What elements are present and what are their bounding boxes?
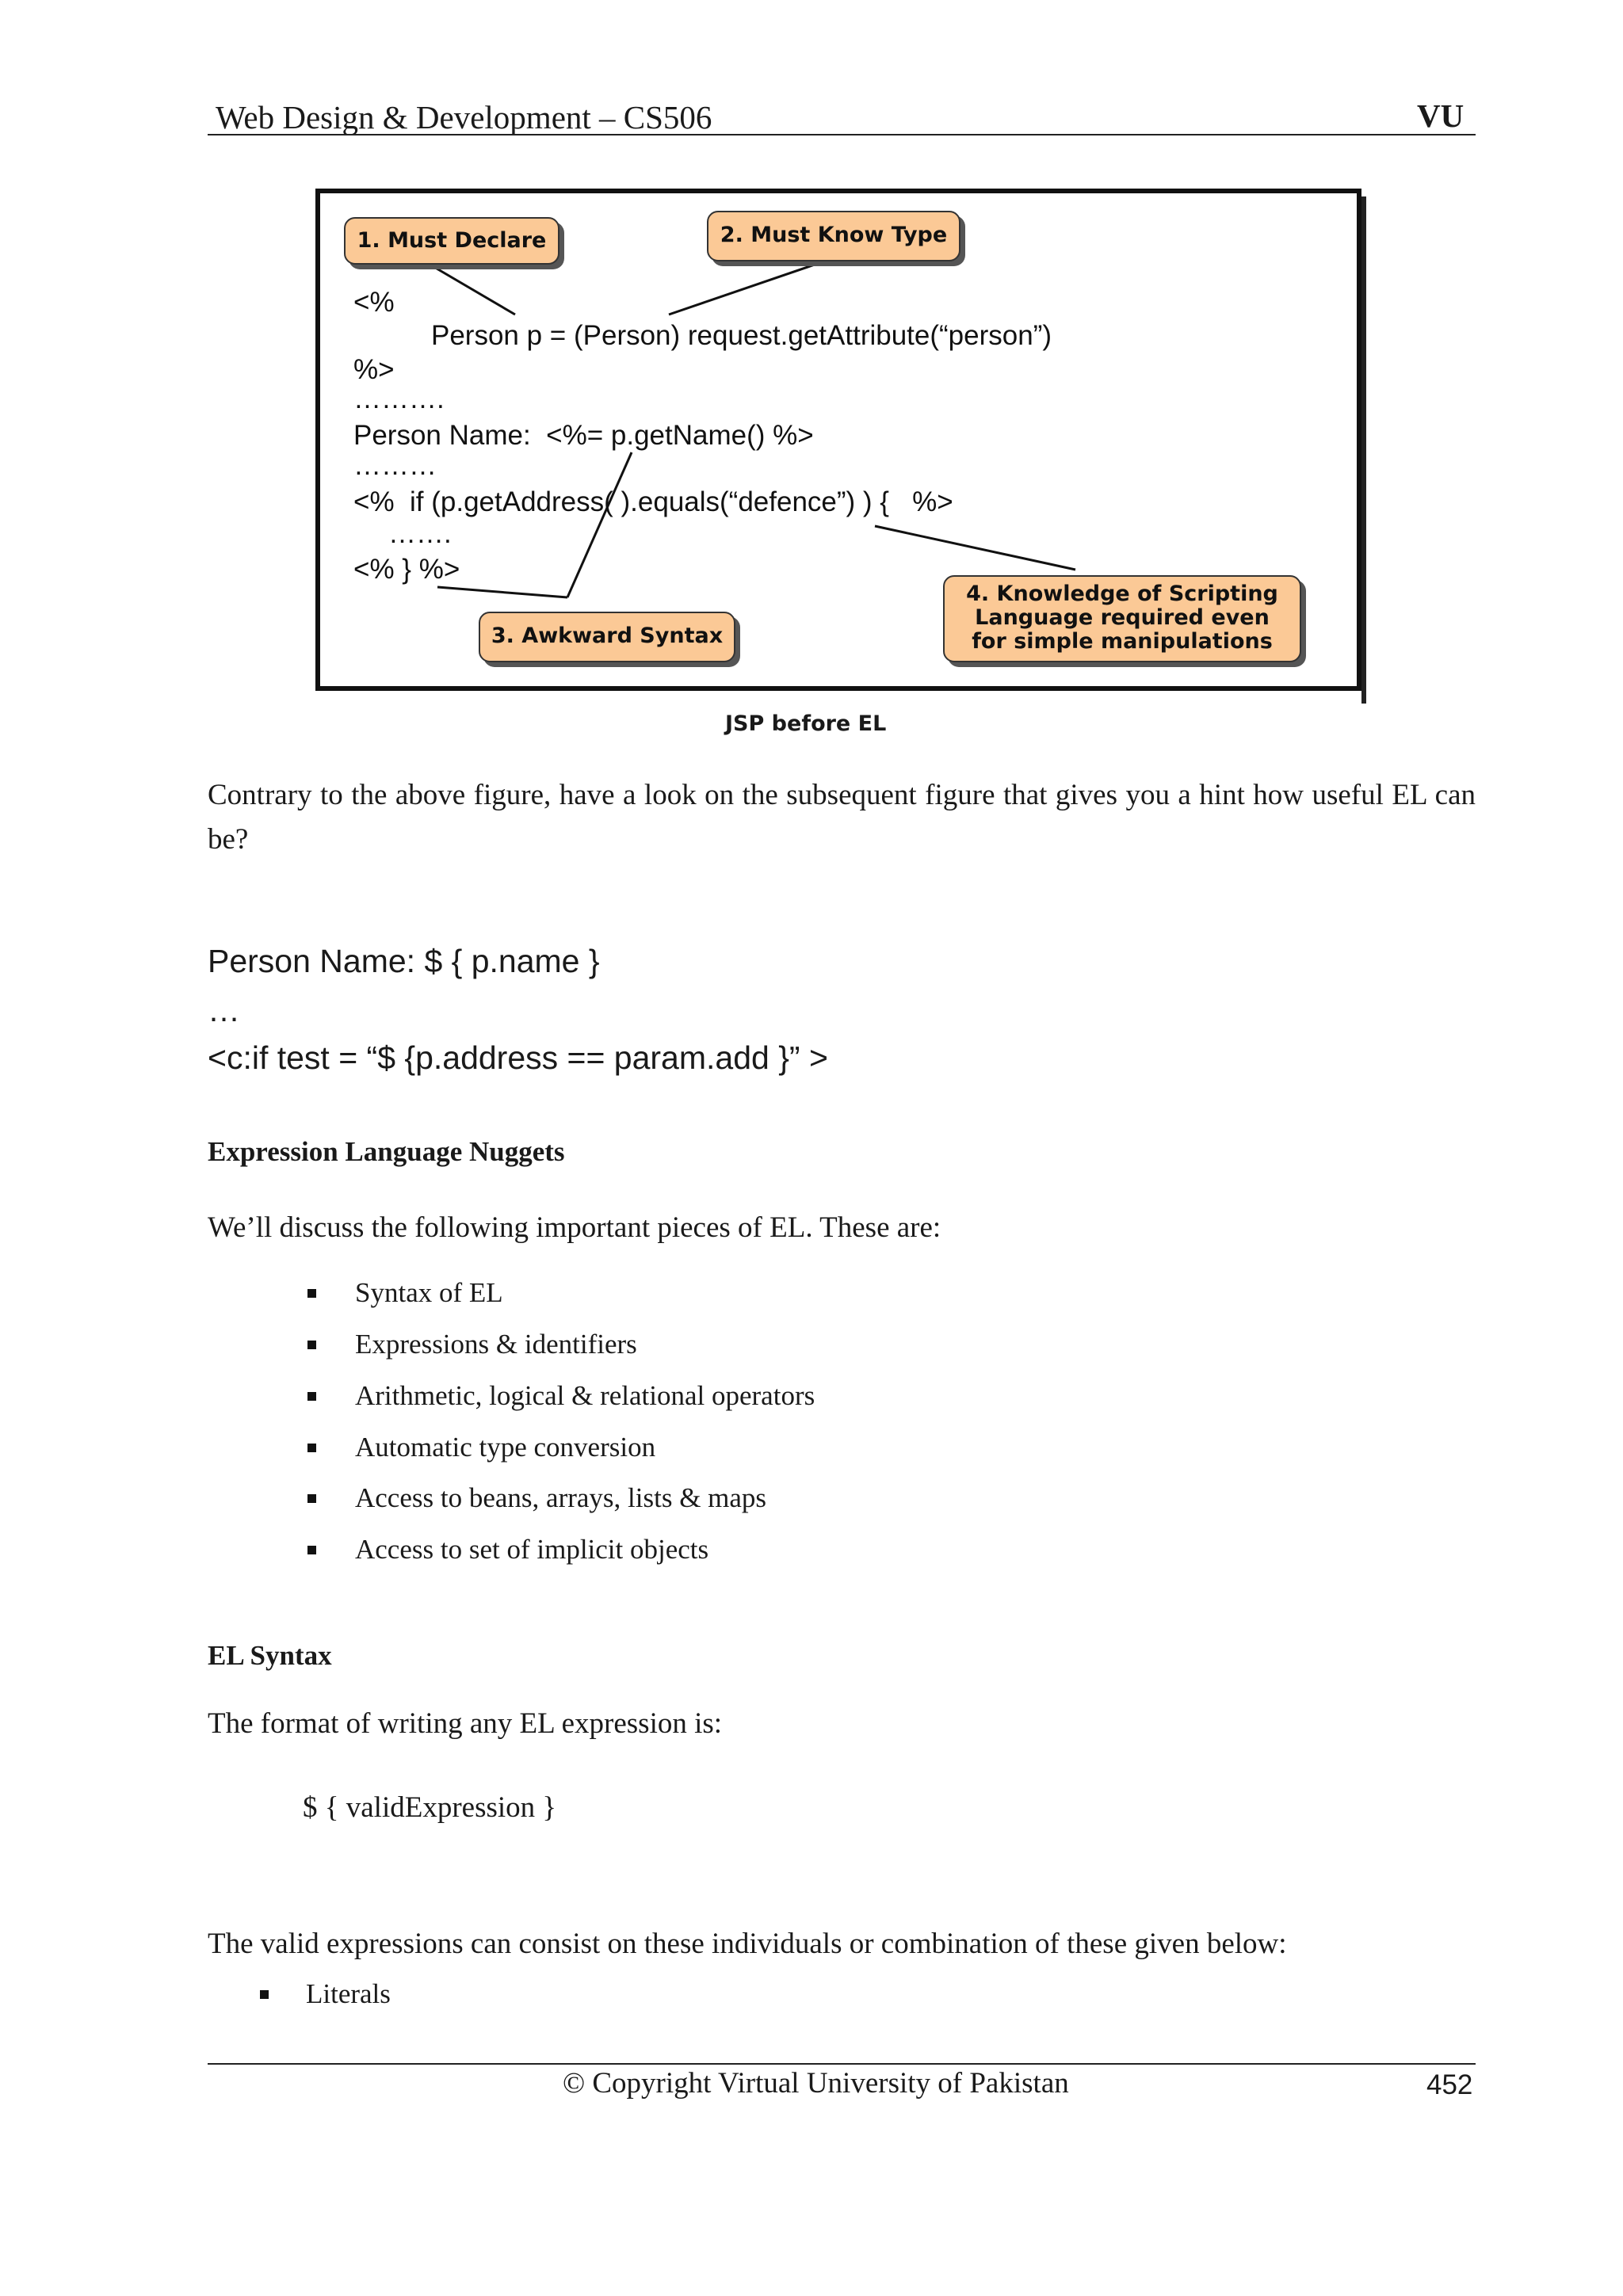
list-item: Syntax of EL (355, 1277, 503, 1308)
list-item: Access to beans, arrays, lists & maps (355, 1482, 767, 1513)
list-item: Literals (306, 1978, 391, 2009)
bullet-marker (307, 1289, 316, 1298)
header-rule (208, 134, 1476, 135)
list-item: Access to set of implicit objects (355, 1534, 709, 1565)
bullet-marker (307, 1341, 316, 1349)
list-item: Automatic type conversion (355, 1432, 656, 1463)
bullet-marker (260, 1990, 269, 1999)
jsp-before-el-figure (315, 189, 1361, 691)
code-line-close-tag: %> (353, 354, 395, 385)
page-number: 452 (1426, 2069, 1473, 2100)
code-line-ellipsis-1: ………. (353, 383, 445, 414)
bullet-marker (307, 1392, 316, 1401)
section-heading-el-syntax: EL Syntax (208, 1640, 332, 1671)
bullet-marker (307, 1444, 316, 1452)
section-intro-el-syntax: The format of writing any EL expression is: (208, 1707, 723, 1740)
callout-must-declare: 1. Must Declare (344, 217, 559, 265)
section-heading-el-nuggets: Expression Language Nuggets (208, 1136, 565, 1167)
valid-expressions-intro: The valid expressions can consist on these individuals or combination of these given below: (208, 1928, 1287, 1960)
el-format-expression: $ { validExpression } (303, 1791, 557, 1824)
code-line-declaration: Person p = (Person) request.getAttribute(“person”) (431, 320, 1052, 351)
code-line-open-tag: <% (353, 287, 395, 318)
figure-caption: JSP before EL (725, 711, 887, 736)
callout-must-know-type: 2. Must Know Type (707, 211, 960, 261)
el-example-line-1: Person Name: $ { p.name } (208, 943, 600, 979)
code-line-if-statement: <% if (p.getAddress( ).equals(“defence”) ) { %> (353, 486, 953, 517)
footer-copyright: © Copyright Virtual University of Pakistan (563, 2067, 1069, 2100)
section-intro-el-nuggets: We’ll discuss the following important pieces of EL. These are: (208, 1211, 941, 1244)
code-line-ellipsis-2: ……… (353, 450, 437, 481)
code-line-ellipsis-3: ……. (388, 518, 452, 549)
list-item: Expressions & identifiers (355, 1329, 637, 1360)
intro-paragraph: Contrary to the above figure, have a look on the subsequent figure that gives you a hint how useful EL can be? (208, 779, 1476, 856)
el-example-line-2: … (208, 992, 240, 1028)
header-title: Web Design & Development – CS506 (216, 99, 712, 135)
code-line-close-brace: <% } %> (353, 554, 460, 585)
header-institution: VU (1417, 97, 1465, 134)
bullet-marker (307, 1546, 316, 1554)
callout-scripting-knowledge: 4. Knowledge of Scripting Language required even for simple manipulations (943, 575, 1301, 662)
bullet-marker (307, 1494, 316, 1503)
code-line-person-name: Person Name: <%= p.getName() %> (353, 420, 814, 451)
list-item: Arithmetic, logical & relational operators (355, 1380, 815, 1411)
footer-rule (208, 2063, 1476, 2065)
el-example-line-3: <c:if test = “$ {p.address == param.add }” > (208, 1039, 828, 1076)
callout-awkward-syntax: 3. Awkward Syntax (479, 612, 735, 662)
